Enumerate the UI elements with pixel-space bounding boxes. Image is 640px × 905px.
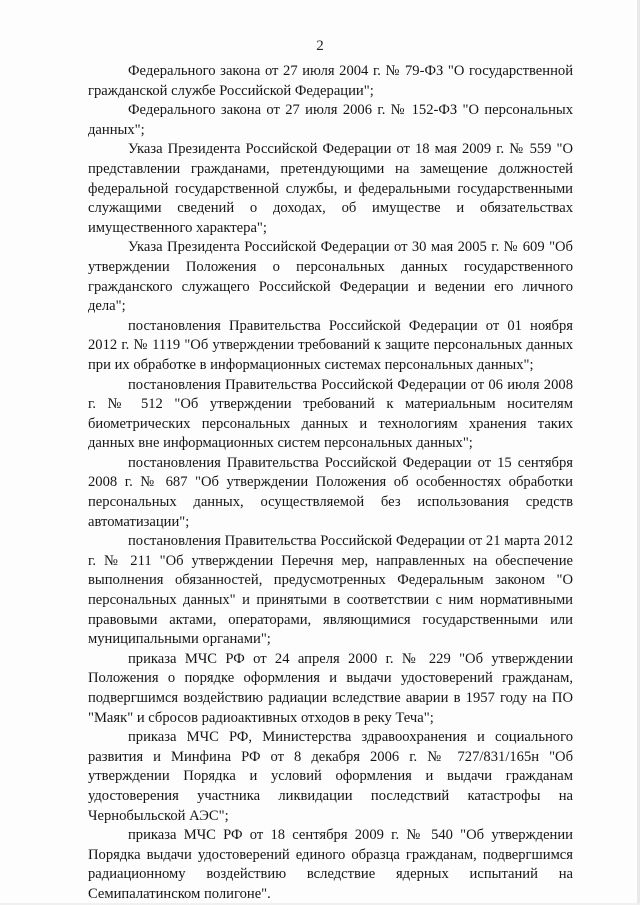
paragraph-order-229: приказа МЧС РФ от 24 апреля 2000 г. № 229 "Об утверждении Положения о порядке оформления и выдачи удостоверений гражданам, подвергшимся воздействию радиации вследствие аварии в 1957 году на ПО "Маяк" и сбросов радиоактивных отходов в реку Теча"; <box>88 650 573 726</box>
paragraph-resolution-1119: постановления Правительства Российской Федерации от 01 ноября 2012 г. № 1119 "Об утверждении требований к защите персональных данных при их обработке в информационных системах персональных данных"; <box>88 317 573 373</box>
paragraph-resolution-512: постановления Правительства Российской Федерации от 06 июля 2008 г. № 512 "Об утверждении требований к материальным носителям биометрических персональных данных и технологиям хранения таких данных вне информационных систем персональных данных"; <box>88 376 573 452</box>
paragraph-resolution-211: постановления Правительства Российской Федерации от 21 марта 2012 г. № 211 "Об утверждении Перечня мер, направленных на обеспечение выполнения обязанностей, предусмотренных Федеральным законом "О персональных данных" и принятыми в соответствии с ним нормативными правовыми актами, операторами, являющимися государственными или муниципальными органами"; <box>88 533 573 648</box>
paragraph-federal-law-152fz: Федерального закона от 27 июля 2006 г. № 152-ФЗ "О персональных данных"; <box>88 102 573 138</box>
paragraph-order-540: приказа МЧС РФ от 18 сентября 2009 г. № 540 "Об утверждении Порядка выдачи удостоверений единого образца гражданам, подвергшимся радиационному воздействию вследствие ядерных испытаний на Семипалатинском полигоне". <box>88 827 573 902</box>
page-number: 2 <box>316 38 324 54</box>
paragraph-federal-law-79fz: Федерального закона от 27 июля 2004 г. № 79-ФЗ "О государственной гражданской службе Российской Федерации"; <box>88 63 573 99</box>
paragraph-decree-559: Указа Президента Российской Федерации от 18 мая 2009 г. № 559 "О представлении гражданами, претендующими на замещение должностей федеральной государственной службы, и федеральными государственными служащими сведений о доходах, об имуществе и обязательствах имущественного характера"; <box>88 141 573 236</box>
document-body <box>88 62 573 905</box>
paragraph-resolution-687: постановления Правительства Российской Федерации от 15 сентября 2008 г. № 687 "Об утверждении Положения об особенностях обработки персональных данных, осуществляемой без использования средств автоматизации"; <box>88 454 573 530</box>
paragraph-order-727-831-165n: приказа МЧС РФ, Министерства здравоохранения и социального развития и Минфина РФ от 8 декабря 2006 г. № 727/831/165н "Об утверждении Порядка и условий оформления и выдачи гражданам удостоверения участника ликвидации последствий катастрофы на Чернобыльской АЭС"; <box>88 729 573 824</box>
paragraph-decree-609: Указа Президента Российской Федерации от 30 мая 2005 г. № 609 "Об утверждении Положения о персональных данных государственного гражданского служащего Российской Федерации и ведении его личного дела"; <box>88 239 573 315</box>
